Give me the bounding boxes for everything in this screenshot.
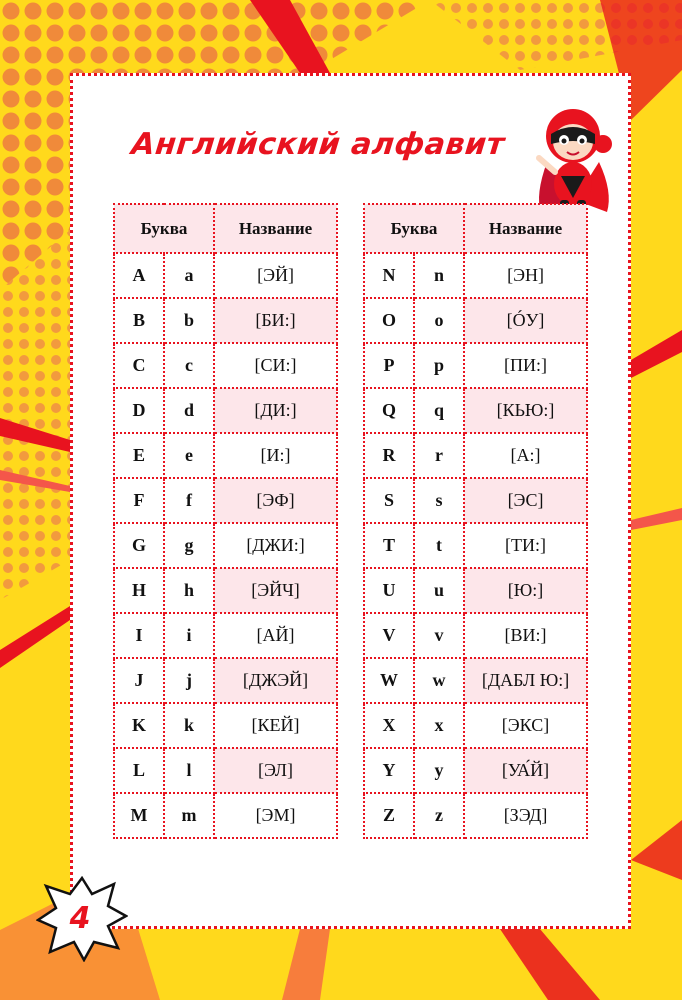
column-header-name: Название [214, 204, 337, 253]
lowercase-letter: m [164, 793, 214, 838]
lowercase-letter: b [164, 298, 214, 343]
table-row [364, 478, 587, 523]
uppercase-letter: T [364, 523, 414, 568]
uppercase-letter: P [364, 343, 414, 388]
table-row [114, 343, 337, 388]
uppercase-letter: Q [364, 388, 414, 433]
table-row [364, 298, 587, 343]
uppercase-letter: V [364, 613, 414, 658]
table-row [114, 703, 337, 748]
lowercase-letter: w [414, 658, 464, 703]
table-row [114, 478, 337, 523]
lowercase-letter: x [414, 703, 464, 748]
column-header-name: Название [464, 204, 587, 253]
letter-name: [ЭЙ] [214, 253, 337, 298]
table-row [114, 388, 337, 433]
uppercase-letter: M [114, 793, 164, 838]
lowercase-letter: e [164, 433, 214, 478]
letter-name: [КЕЙ] [214, 703, 337, 748]
table-row [364, 613, 587, 658]
table-row [364, 523, 587, 568]
letter-name: [УА́Й] [464, 748, 587, 793]
uppercase-letter: D [114, 388, 164, 433]
letter-name: [И:] [214, 433, 337, 478]
lowercase-letter: v [414, 613, 464, 658]
letter-name: [ВИ:] [464, 613, 587, 658]
letter-name: [ЭФ] [214, 478, 337, 523]
letter-name: [ДИ:] [214, 388, 337, 433]
table-row [114, 253, 337, 298]
table-row [364, 568, 587, 613]
table-row [114, 613, 337, 658]
table-row [114, 523, 337, 568]
table-row [364, 433, 587, 478]
letter-name: [БИ:] [214, 298, 337, 343]
uppercase-letter: S [364, 478, 414, 523]
table-row [114, 658, 337, 703]
uppercase-letter: E [114, 433, 164, 478]
table-row [114, 748, 337, 793]
uppercase-letter: U [364, 568, 414, 613]
uppercase-letter: A [114, 253, 164, 298]
lowercase-letter: a [164, 253, 214, 298]
lowercase-letter: u [414, 568, 464, 613]
letter-name: [ДЖЭЙ] [214, 658, 337, 703]
letter-name: [А:] [464, 433, 587, 478]
table-row [364, 388, 587, 433]
letter-name: [ÓУ] [464, 298, 587, 343]
table-row [364, 343, 587, 388]
letter-name: [СИ:] [214, 343, 337, 388]
lowercase-letter: s [414, 478, 464, 523]
superhero-girl-illustration [527, 100, 619, 216]
uppercase-letter: J [114, 658, 164, 703]
lowercase-letter: o [414, 298, 464, 343]
letter-name: [ТИ:] [464, 523, 587, 568]
lowercase-letter: n [414, 253, 464, 298]
lowercase-letter: z [414, 793, 464, 838]
alphabet-table-left [113, 203, 338, 839]
lowercase-letter: l [164, 748, 214, 793]
letter-name: [ЭКС] [464, 703, 587, 748]
uppercase-letter: O [364, 298, 414, 343]
letter-name: [ДАБЛ Ю:] [464, 658, 587, 703]
uppercase-letter: Z [364, 793, 414, 838]
page-number: 4 [69, 901, 91, 936]
letter-name: [ПИ:] [464, 343, 587, 388]
uppercase-letter: W [364, 658, 414, 703]
table-row [364, 253, 587, 298]
table-row [364, 658, 587, 703]
uppercase-letter: N [364, 253, 414, 298]
alphabet-table-right [363, 203, 588, 839]
letter-name: [ЭН] [464, 253, 587, 298]
letter-name: [ЭС] [464, 478, 587, 523]
lowercase-letter: t [414, 523, 464, 568]
letter-name: [Ю:] [464, 568, 587, 613]
letter-name: [ЭМ] [214, 793, 337, 838]
column-header-letter: Буква [114, 204, 214, 253]
lowercase-letter: i [164, 613, 214, 658]
lowercase-letter: d [164, 388, 214, 433]
lowercase-letter: r [414, 433, 464, 478]
uppercase-letter: R [364, 433, 414, 478]
uppercase-letter: X [364, 703, 414, 748]
uppercase-letter: C [114, 343, 164, 388]
letter-name: [КЬЮ:] [464, 388, 587, 433]
lowercase-letter: p [414, 343, 464, 388]
lowercase-letter: k [164, 703, 214, 748]
lowercase-letter: g [164, 523, 214, 568]
letter-name: [ЭЙЧ] [214, 568, 337, 613]
lowercase-letter: h [164, 568, 214, 613]
page-title: Английский алфавит [129, 127, 507, 162]
table-row [114, 433, 337, 478]
uppercase-letter: Y [364, 748, 414, 793]
table-row [114, 568, 337, 613]
table-row [364, 793, 587, 838]
uppercase-letter: I [114, 613, 164, 658]
column-header-letter: Буква [364, 204, 464, 253]
uppercase-letter: F [114, 478, 164, 523]
uppercase-letter: H [114, 568, 164, 613]
lowercase-letter: j [164, 658, 214, 703]
uppercase-letter: G [114, 523, 164, 568]
uppercase-letter: L [114, 748, 164, 793]
lowercase-letter: q [414, 388, 464, 433]
letter-name: [ДЖИ:] [214, 523, 337, 568]
table-row [114, 298, 337, 343]
letter-name: [ЭЛ] [214, 748, 337, 793]
uppercase-letter: K [114, 703, 164, 748]
table-row [364, 703, 587, 748]
uppercase-letter: B [114, 298, 164, 343]
table-row [364, 748, 587, 793]
letter-name: [ЗЭД] [464, 793, 587, 838]
letter-name: [АЙ] [214, 613, 337, 658]
lowercase-letter: f [164, 478, 214, 523]
table-row [114, 793, 337, 838]
lowercase-letter: y [414, 748, 464, 793]
lowercase-letter: c [164, 343, 214, 388]
